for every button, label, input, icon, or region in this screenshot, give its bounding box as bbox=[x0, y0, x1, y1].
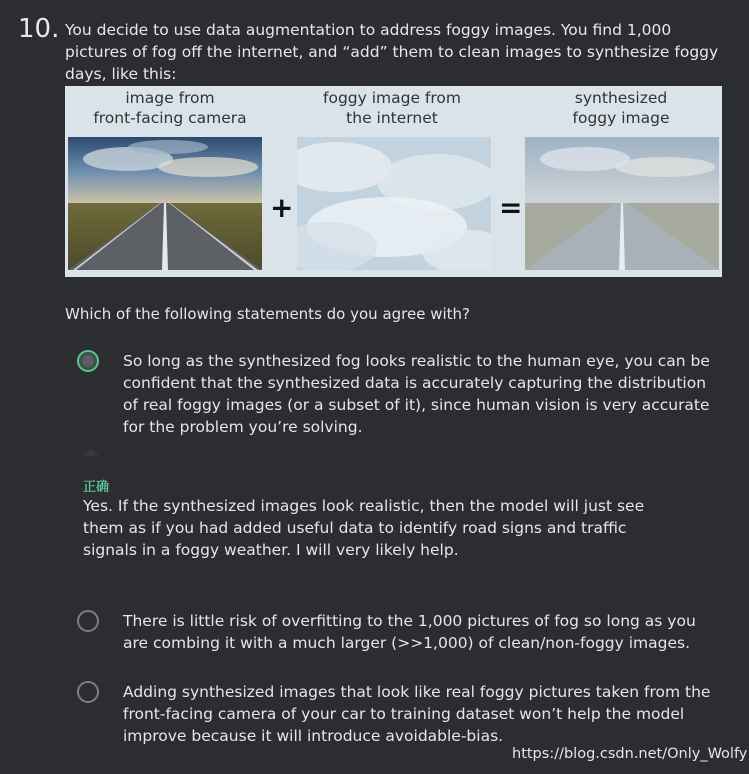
augmentation-figure bbox=[65, 86, 722, 277]
question-text: You decide to use data augmentation to address foggy images. You find 1,000 pictures of fog off the internet, and “add” them to clean images to synthesize foggy days, like this: bbox=[65, 21, 719, 83]
correct-label: 正确 bbox=[83, 480, 110, 495]
option-1-text[interactable]: So long as the synthesized fog looks realistic to the human eye, you can be confident that the synthesized data is accurately capturing the distribution of real foggy images (or a subset of it), since human vision is very accurate for the problem you’re solving. bbox=[123, 352, 710, 436]
caption-camera bbox=[65, 88, 275, 128]
caption-camera-line1: image from bbox=[125, 89, 215, 107]
caption-fog-line2: the internet bbox=[346, 109, 438, 127]
option-2-radio[interactable] bbox=[77, 610, 99, 632]
caption-synth-line2: foggy image bbox=[572, 109, 670, 127]
option-2-text[interactable]: There is little risk of overfitting to the 1,000 pictures of fog so long as you are combing it with a much larger (>>1,000) of clean/non-foggy images. bbox=[123, 612, 696, 652]
equals-sign: = bbox=[499, 191, 523, 224]
option-1-radio[interactable] bbox=[77, 350, 99, 372]
caption-fog bbox=[287, 88, 497, 128]
option-3-text[interactable]: Adding synthesized images that look like real foggy pictures taken from the front-facing camera of your car to training dataset won’t help the model improve because it will introduce avoidable-bias. bbox=[123, 683, 711, 745]
question-prompt: Which of the following statements do you agree with? bbox=[65, 305, 471, 323]
caption-synth bbox=[520, 88, 722, 128]
synthesized-photo bbox=[525, 137, 719, 270]
caption-synth-line1: synthesized bbox=[574, 89, 668, 107]
fog-photo bbox=[297, 137, 491, 270]
road-photo bbox=[68, 137, 262, 270]
plus-sign: + bbox=[270, 191, 294, 224]
caption-camera-line2: front-facing camera bbox=[93, 109, 247, 127]
feedback-pointer bbox=[83, 448, 99, 456]
feedback-text: Yes. If the synthesized images look realistic, then the model will just see them as if you had added useful data to identify road signs and traffic signals in a foggy weather. I will very likely help. bbox=[83, 497, 645, 559]
option-3-radio[interactable] bbox=[77, 681, 99, 703]
caption-fog-line1: foggy image from bbox=[323, 89, 461, 107]
watermark: https://blog.csdn.net/Only_Wolfy bbox=[512, 746, 748, 762]
question-number: 10. bbox=[18, 14, 60, 44]
